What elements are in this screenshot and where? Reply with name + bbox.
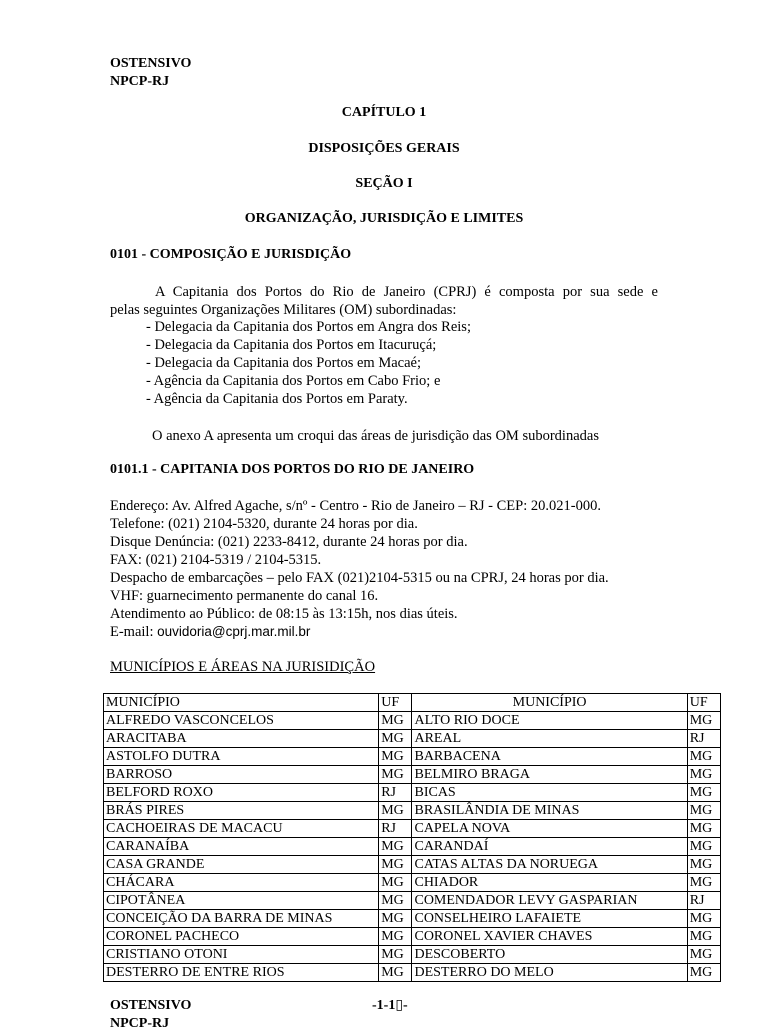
uf-cell: MG (379, 964, 412, 982)
municipio-cell: CRISTIANO OTONI (104, 946, 379, 964)
municipios-table (103, 693, 721, 982)
col-municipio-header: MUNICÍPIO (104, 694, 379, 712)
uf-cell: MG (687, 802, 720, 820)
uf-cell: RJ (687, 892, 720, 910)
municipio-cell: CASA GRANDE (104, 856, 379, 874)
uf-cell: RJ (687, 730, 720, 748)
col-municipio-header: MUNICÍPIO (412, 694, 687, 712)
municipio-cell: DESCOBERTO (412, 946, 687, 964)
municipio-cell: DESTERRO DE ENTRE RIOS (104, 964, 379, 982)
list-item: - Delegacia da Capitania dos Portos em Macaé; (146, 355, 421, 371)
table-row (104, 964, 721, 982)
dispatch-line: Despacho de embarcações – pelo FAX (021)2104-5315 ou na CPRJ, 24 horas por dia. (110, 570, 609, 586)
table-row (104, 946, 721, 964)
email-link[interactable]: ouvidoria@cprj.mar.mil.br (157, 624, 311, 639)
table-row (104, 928, 721, 946)
municipio-cell: CONSELHEIRO LAFAIETE (412, 910, 687, 928)
annex-note: O anexo A apresenta um croqui das áreas de jurisdição das OM subordinadas (152, 428, 599, 444)
municipio-cell: CATAS ALTAS DA NORUEGA (412, 856, 687, 874)
col-uf-header: UF (687, 694, 720, 712)
page-number: -1-1▯- (372, 998, 408, 1013)
header-classification: OSTENSIVO (110, 56, 192, 71)
general-provisions-title: DISPOSIÇÕES GERAIS (308, 141, 460, 156)
subsection-title: ORGANIZAÇÃO, JURISDIÇÃO E LIMITES (244, 211, 524, 226)
section-0101-1-heading: 0101.1 - CAPITANIA DOS PORTOS DO RIO DE JANEIRO (110, 462, 475, 477)
uf-cell: MG (687, 964, 720, 982)
table-row (104, 892, 721, 910)
municipio-cell: DESTERRO DO MELO (412, 964, 687, 982)
list-item: - Agência da Capitania dos Portos em Cabo Frio; e (146, 373, 441, 389)
municipio-cell: CORONEL PACHECO (104, 928, 379, 946)
section-0101-heading: 0101 - COMPOSIÇÃO E JURISDIÇÃO (110, 247, 352, 262)
uf-cell: MG (379, 712, 412, 730)
uf-cell: MG (687, 910, 720, 928)
uf-cell: MG (379, 928, 412, 946)
uf-cell: RJ (379, 820, 412, 838)
municipios-title: MUNICÍPIOS E ÁREAS NA JURISIDIÇÃO (110, 659, 376, 675)
uf-cell: MG (687, 748, 720, 766)
phone-line: Telefone: (021) 2104-5320, durante 24 horas por dia. (110, 516, 418, 532)
table-row (104, 874, 721, 892)
table-row (104, 784, 721, 802)
uf-cell: MG (687, 784, 720, 802)
municipio-cell: CIPOTÂNEA (104, 892, 379, 910)
uf-cell: MG (379, 748, 412, 766)
uf-cell: MG (687, 874, 720, 892)
table-row (104, 856, 721, 874)
uf-cell: MG (687, 838, 720, 856)
uf-cell: MG (687, 928, 720, 946)
municipio-cell: ASTOLFO DUTRA (104, 748, 379, 766)
uf-cell: MG (379, 802, 412, 820)
uf-cell: MG (379, 892, 412, 910)
fax-line: FAX: (021) 2104-5319 / 2104-5315. (110, 552, 322, 568)
municipio-cell: CORONEL XAVIER CHAVES (412, 928, 687, 946)
municipio-cell: BRÁS PIRES (104, 802, 379, 820)
table-row (104, 748, 721, 766)
chapter-title: CAPÍTULO 1 (341, 105, 427, 120)
municipio-cell: CARANAÍBA (104, 838, 379, 856)
uf-cell: MG (687, 856, 720, 874)
list-item: - Agência da Capitania dos Portos em Paraty. (146, 391, 408, 407)
uf-cell: MG (379, 730, 412, 748)
uf-cell: MG (379, 856, 412, 874)
municipio-cell: CACHOEIRAS DE MACACU (104, 820, 379, 838)
municipio-cell: BELMIRO BRAGA (412, 766, 687, 784)
intro-line-1: A Capitania dos Portos do Rio de Janeiro (CPRJ) é composta por sua sede e (155, 284, 658, 300)
list-item: - Delegacia da Capitania dos Portos em Angra dos Reis; (146, 319, 471, 335)
hotline-line: Disque Denúncia: (021) 2233-8412, durante 24 horas por dia. (110, 534, 468, 550)
municipio-cell: AREAL (412, 730, 687, 748)
table-row (104, 802, 721, 820)
municipio-cell: ARACITABA (104, 730, 379, 748)
uf-cell: RJ (379, 784, 412, 802)
uf-cell: MG (379, 910, 412, 928)
table-row (104, 712, 721, 730)
table-row (104, 730, 721, 748)
header-doc-code: NPCP-RJ (110, 74, 170, 89)
list-item: - Delegacia da Capitania dos Portos em Itacuruçá; (146, 337, 437, 353)
footer-doc-code: NPCP-RJ (110, 1016, 170, 1031)
municipios-table-body (104, 712, 721, 982)
uf-cell: MG (687, 820, 720, 838)
uf-cell: MG (379, 946, 412, 964)
section-title: SEÇÃO I (355, 176, 413, 191)
col-uf-header: UF (379, 694, 412, 712)
uf-cell: MG (379, 874, 412, 892)
municipio-cell: CHIADOR (412, 874, 687, 892)
municipio-cell: CAPELA NOVA (412, 820, 687, 838)
table-row (104, 766, 721, 784)
municipio-cell: ALTO RIO DOCE (412, 712, 687, 730)
municipio-cell: BARROSO (104, 766, 379, 784)
address-line: Endereço: Av. Alfred Agache, s/nº - Centro - Rio de Janeiro – RJ - CEP: 20.021-000. (110, 498, 601, 514)
intro-line-2: pelas seguintes Organizações Militares (OM) subordinadas: (110, 302, 457, 318)
municipio-cell: BRASILÂNDIA DE MINAS (412, 802, 687, 820)
uf-cell: MG (687, 946, 720, 964)
hours-line: Atendimento ao Público: de 08:15 às 13:15h, nos dias úteis. (110, 606, 458, 622)
municipio-cell: CARANDAÍ (412, 838, 687, 856)
municipio-cell: BELFORD ROXO (104, 784, 379, 802)
email-line (110, 623, 310, 641)
uf-cell: MG (687, 712, 720, 730)
municipio-cell: BICAS (412, 784, 687, 802)
table-header-row (104, 694, 721, 712)
municipio-cell: CHÁCARA (104, 874, 379, 892)
municipio-cell: BARBACENA (412, 748, 687, 766)
municipio-cell: CONCEIÇÃO DA BARRA DE MINAS (104, 910, 379, 928)
uf-cell: MG (687, 766, 720, 784)
table-row (104, 820, 721, 838)
table-row (104, 910, 721, 928)
municipio-cell: ALFREDO VASCONCELOS (104, 712, 379, 730)
municipio-cell: COMENDADOR LEVY GASPARIAN (412, 892, 687, 910)
vhf-line: VHF: guarnecimento permanente do canal 16. (110, 588, 379, 604)
uf-cell: MG (379, 766, 412, 784)
table-row (104, 838, 721, 856)
uf-cell: MG (379, 838, 412, 856)
email-label: E-mail: (110, 624, 158, 640)
footer-classification: OSTENSIVO (110, 998, 192, 1013)
